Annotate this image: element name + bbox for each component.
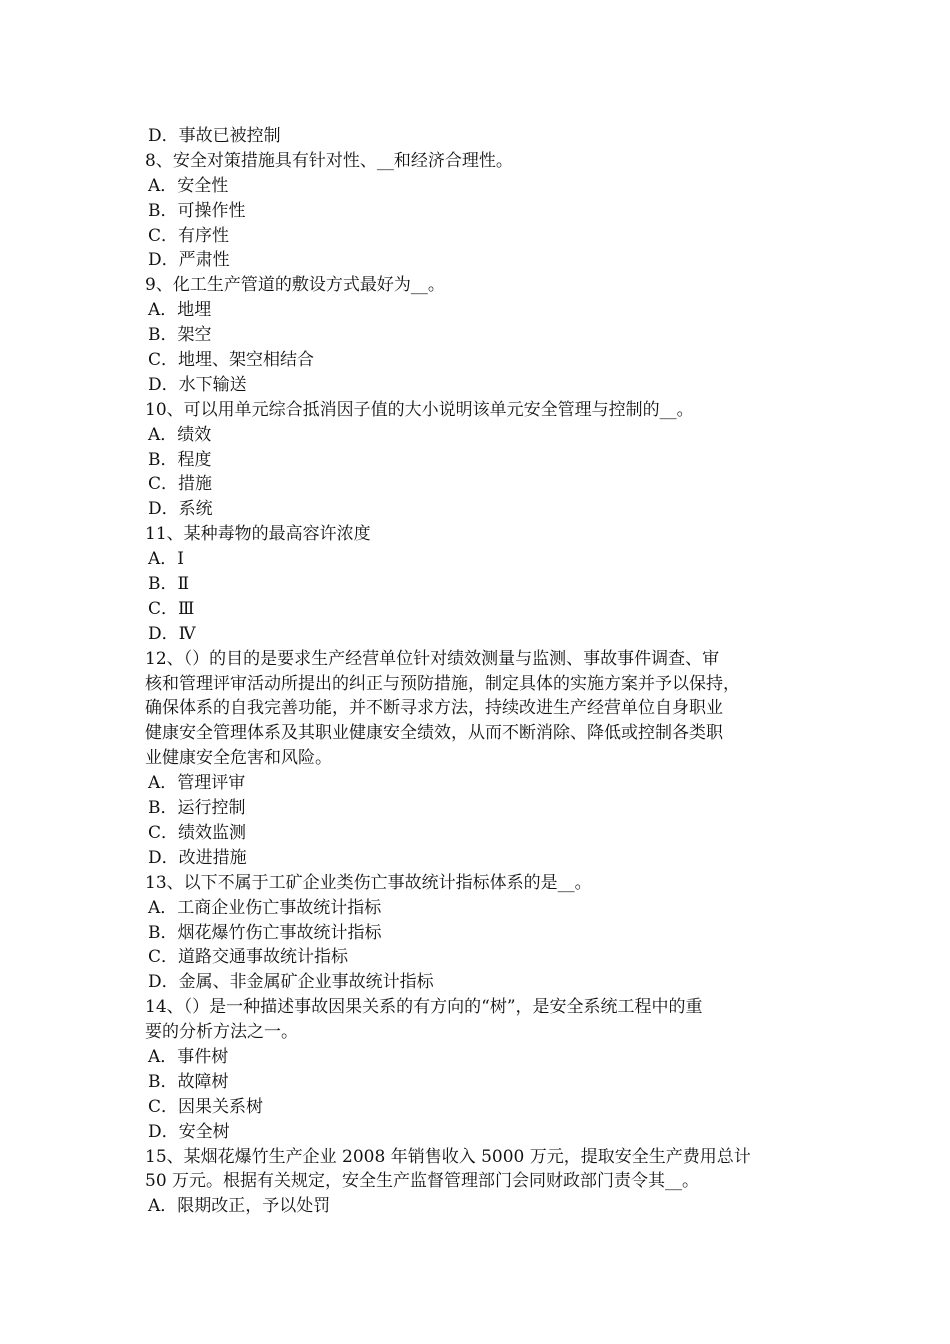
answer-option: D．改进措施: [148, 847, 247, 868]
answer-option: D．Ⅳ: [148, 623, 196, 644]
question-text: 10、可以用单元综合抵消因子值的大小说明该单元安全管理与控制的__。: [145, 399, 694, 420]
question-text: 健康安全管理体系及其职业健康安全绩效，从而不断消除、降低或控制各类职: [145, 723, 723, 744]
answer-option: A．绩效: [148, 424, 212, 445]
answer-option: A．事件树: [148, 1046, 229, 1067]
answer-option: C．地埋、架空相结合: [148, 350, 315, 371]
question-text: 业健康安全危害和风险。: [145, 748, 332, 769]
answer-option: D．安全树: [148, 1121, 230, 1142]
question-text: 核和管理评审活动所提出的纠正与预防措施，制定具体的实施方案并予以保持，: [145, 673, 740, 694]
question-text: 13、以下不属于工矿企业类伤亡事故统计指标体系的是__。: [145, 872, 592, 893]
answer-option: B．Ⅱ: [148, 574, 190, 595]
answer-option: A．管理评审: [148, 773, 246, 794]
answer-option: C．道路交通事故统计指标: [148, 947, 349, 968]
answer-option: A．限期改正，予以处罚: [148, 1196, 331, 1217]
question-text: 50 万元。根据有关规定，安全生产监督管理部门会同财政部门责令其__。: [145, 1171, 700, 1192]
answer-option: A．安全性: [148, 175, 229, 196]
question-text: 11、某种毒物的最高容许浓度: [145, 524, 371, 545]
answer-option: B．运行控制: [148, 798, 246, 819]
question-text: 14、（）是一种描述事故因果关系的有方向的“树”，是安全系统工程中的重: [145, 997, 703, 1018]
answer-option: A．工商企业伤亡事故统计指标: [148, 897, 382, 918]
answer-option: C．措施: [148, 474, 213, 495]
answer-option: A．Ⅰ: [148, 549, 184, 570]
answer-option: D．事故已被控制: [148, 126, 281, 146]
answer-option: C．绩效监测: [148, 822, 247, 843]
answer-option: B．程度: [148, 449, 212, 470]
question-text: 15、某烟花爆竹生产企业 2008 年销售收入 5000 万元，提取安全生产费用总计: [145, 1146, 751, 1167]
question-text: 8、安全对策措施具有针对性、__和经济合理性。: [145, 150, 513, 171]
question-text: 要的分析方法之一。: [145, 1022, 298, 1043]
answer-option: B．架空: [148, 325, 212, 346]
answer-option: C．因果关系树: [148, 1096, 264, 1117]
answer-option: D．严肃性: [148, 250, 230, 271]
answer-option: D．水下输送: [148, 374, 247, 395]
answer-option: C．Ⅲ: [148, 598, 195, 619]
question-text: 确保体系的自我完善功能，并不断寻求方法，持续改进生产经营单位自身职业: [145, 698, 723, 719]
answer-option: D．系统: [148, 499, 213, 520]
answer-option: B．烟花爆竹伤亡事故统计指标: [148, 922, 382, 943]
answer-option: B．故障树: [148, 1071, 229, 1092]
question-text: 9、化工生产管道的敷设方式最好为__。: [145, 275, 445, 296]
question-text: 12、（）的目的是要求生产经营单位针对绩效测量与监测、事故事件调查、审: [145, 648, 720, 669]
answer-option: C．有序性: [148, 225, 230, 246]
document-page: [145, 124, 825, 1219]
answer-option: B．可操作性: [148, 200, 246, 221]
answer-option: A．地埋: [148, 300, 212, 321]
answer-option: D．金属、非金属矿企业事故统计指标: [148, 972, 434, 993]
